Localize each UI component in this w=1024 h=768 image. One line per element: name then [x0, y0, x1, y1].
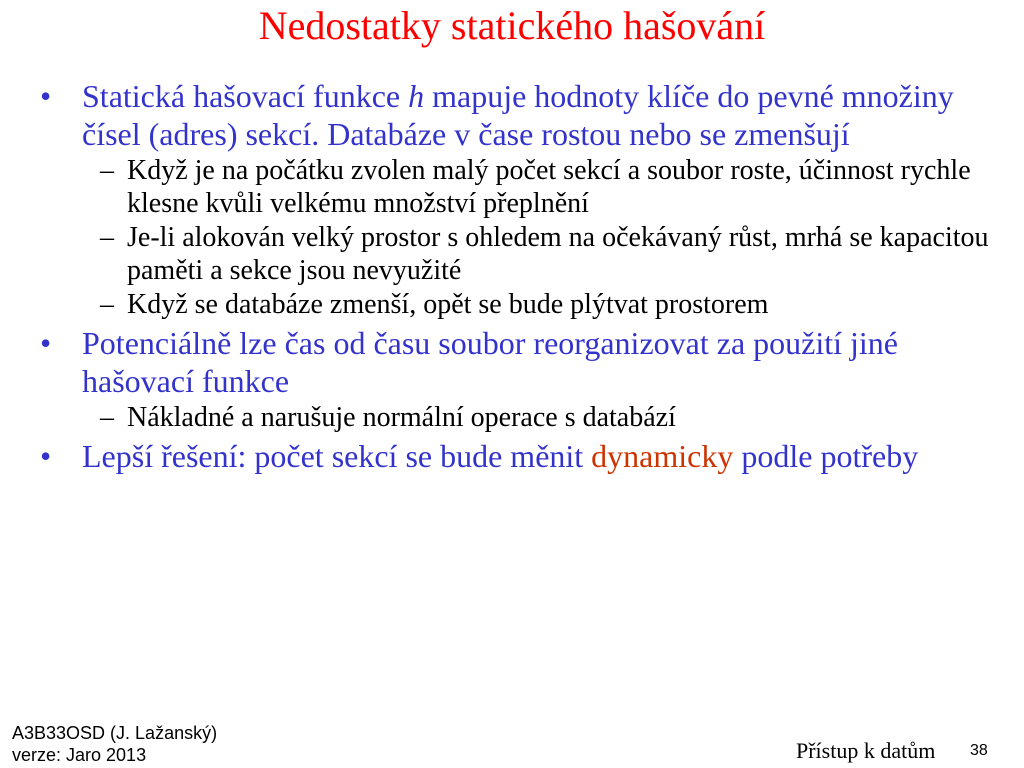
slide-title: Nedostatky statického hašování [258, 3, 766, 48]
footer-version: verze: Jaro 2013 [12, 745, 147, 765]
dash-icon: – [100, 289, 114, 320]
dash-icon: – [100, 402, 114, 433]
page-number: 38 [970, 742, 988, 759]
sub-bullet-costly [40, 401, 1000, 434]
bullet-text-post: podle potřeby [733, 438, 919, 474]
bullet-reorganize [40, 324, 1000, 400]
footer-course: A3B33OSD (J. Lažanský) [12, 723, 218, 743]
sub-bullet-text: Je-li alokován velký prostor s ohledem na očekávaný růst, mrhá se kapacitou paměti a sekce jsou nevyužité [127, 222, 989, 286]
sub-bullet-text: Nákladné a narušuje normální operace s databází [127, 402, 676, 433]
bullet-text-var: h [408, 78, 425, 114]
sub-bullet-database-shrinks [40, 288, 1000, 321]
bullet-icon: • [40, 438, 52, 474]
bullet-text-pre: Lepší řešení: počet sekcí se bude měnit [82, 438, 592, 474]
bullet-static-hash-function [40, 77, 1000, 153]
bullet-better-solution [40, 437, 1000, 475]
bullet-icon: • [40, 78, 52, 114]
bullet-text: Potenciálně lze čas od času soubor reorganizovat za použití jiné hašovací funkce [82, 325, 898, 399]
sub-bullet-small-sections [40, 154, 1000, 220]
footer-course-info [12, 722, 217, 766]
sub-bullet-text: Když se databáze zmenší, opět se bude plýtvat prostorem [127, 289, 769, 320]
dash-icon: – [100, 155, 114, 186]
sub-bullet-large-space [40, 221, 1000, 287]
sub-bullet-text: Když je na počátku zvolen malý počet sekcí a soubor roste, účinnost rychle klesne kvůli velkému množství přeplnění [127, 155, 971, 219]
bullet-text-post: mapuje hodnoty klíče do pevné množiny čísel (adres) sekcí. Databáze v čase rostou nebo se zmenšují [82, 78, 954, 152]
bullet-icon: • [40, 325, 52, 361]
dash-icon: – [100, 222, 114, 253]
bullet-text-highlight: dynamicky [591, 438, 734, 474]
footer-topic: Přístup k datům [796, 738, 936, 763]
slide-body [40, 77, 1000, 475]
bullet-text-pre: Statická hašovací funkce [82, 78, 409, 114]
